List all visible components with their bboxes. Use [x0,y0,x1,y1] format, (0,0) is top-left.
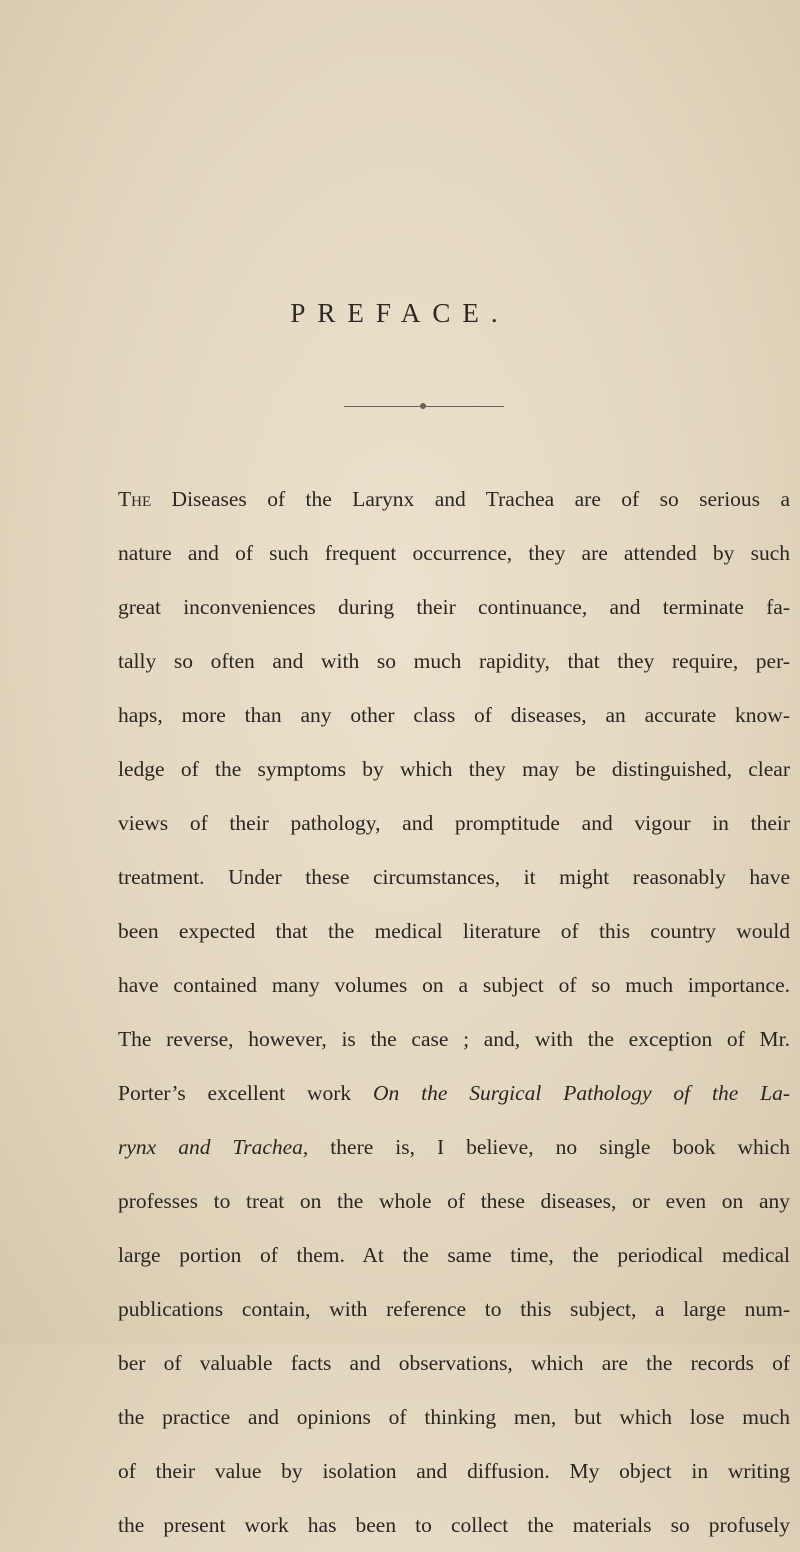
text-line [118,1066,790,1120]
text-line: views of their pathology, and promptitude and vigour in their [118,811,790,835]
text-line: tally so often and with so much rapidity, that they require, per- [118,649,790,673]
text-line: have contained many volumes on a subject of so much importance. [118,973,790,997]
text-line: great inconveniences during their continuance, and terminate fa- [118,595,790,619]
text-line-content: Diseases of the Larynx and Trachea are of so serious a [151,487,790,511]
text-line: publications contain, with reference to this subject, a large num- [118,1297,790,1321]
text-line-content: Porter’s excellent work [118,1081,374,1105]
text-line: The reverse, however, is the case ; and, with the exception of Mr. [118,1027,790,1051]
preface-body [118,472,790,1552]
opening-word: The [118,487,152,511]
text-line: the present work has been to collect the materials so profusely [118,1513,790,1537]
text-line: ledge of the symptoms by which they may be distinguished, clear [118,757,790,781]
text-line: treatment. Under these circumstances, it might reasonably have [118,865,790,889]
text-line [118,472,790,526]
text-line: professes to treat on the whole of these diseases, or even on any [118,1189,790,1213]
text-line: large portion of them. At the same time, the periodical medical [118,1243,790,1267]
divider-ornament-dot [420,403,426,409]
text-line: the practice and opinions of thinking men, but which lose much [118,1405,790,1429]
text-line: haps, more than any other class of diseases, an accurate know- [118,703,790,727]
text-line: of their value by isolation and diffusion. My object in writing [118,1459,790,1483]
book-title-italic: On the Surgical Pathology of the La- [373,1081,790,1105]
page-title: PREFACE. [290,298,510,328]
text-line: ber of valuable facts and observations, which are the records of [118,1351,790,1375]
text-line [118,1120,790,1174]
text-line: nature and of such frequent occurrence, they are attended by such [118,541,790,565]
book-title-italic: rynx and Trachea, [118,1135,309,1159]
text-line: been expected that the medical literature of this country would [118,919,790,943]
text-line-content: there is, I believe, no single book which [308,1135,790,1159]
